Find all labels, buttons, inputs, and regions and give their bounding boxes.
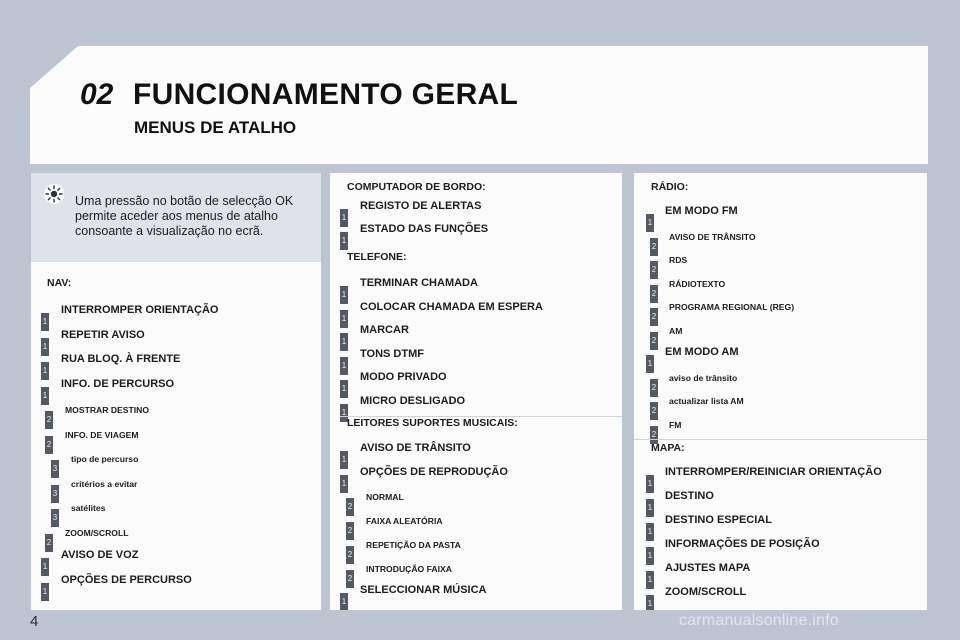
level-badge: 2 [650, 285, 658, 303]
level-badge: 2 [650, 238, 658, 256]
level-badge: 2 [650, 426, 658, 444]
menu-item: FAIXA ALEATÓRIA [366, 516, 443, 527]
menu-item: SELECCIONAR MÚSICA [360, 584, 487, 597]
level-badge: 1 [646, 475, 654, 493]
menu-item: RUA BLOQ. À FRENTE [61, 353, 181, 365]
level-badge: 1 [340, 380, 348, 398]
menu-item: ESTADO DAS FUNÇÕES [360, 223, 489, 235]
level-badge: 1 [646, 523, 654, 541]
level-badge: 2 [346, 498, 354, 516]
level-badge: 3 [51, 485, 59, 503]
menu-item: NORMAL [366, 492, 404, 503]
menu-item: MICRO DESLIGADO [360, 394, 466, 407]
tip-text: Uma pressão no botão de selecção OK permite aceder aos menus de atalho consoante a visualização no ecrã. [75, 194, 294, 238]
level-badge: 2 [650, 332, 658, 350]
menu-item: AVISO DE TRÂNSITO [669, 231, 756, 242]
menu-item: INFO. DE PERCURSO [61, 377, 175, 390]
level-badge: 1 [646, 499, 654, 517]
mapa-heading: MAPA: [651, 442, 685, 454]
level-badge: 1 [646, 214, 654, 232]
chapter-number: 02 [80, 78, 114, 111]
level-badge: 1 [340, 593, 348, 610]
menu-item: AVISO DE TRÂNSITO [360, 442, 471, 454]
menu-item: actualizar lista AM [669, 396, 744, 406]
menu-item: MARCAR [360, 324, 409, 336]
divider [634, 439, 927, 440]
menu-item: DESTINO ESPECIAL [665, 514, 772, 526]
menu-item: RÁDIOTEXTO [669, 278, 726, 289]
menu-item: INTERROMPER/REINICIAR ORIENTAÇÃO [665, 466, 882, 478]
menu-item: TERMINAR CHAMADA [360, 277, 478, 289]
page-subtitle: MENUS DE ATALHO [134, 118, 297, 137]
menu-item: EM MODO FM [665, 205, 738, 217]
sun-icon [43, 183, 65, 205]
level-badge: 1 [340, 333, 348, 351]
menu-item: EM MODO AM [665, 346, 739, 358]
menu-item: ZOOM/SCROLL [65, 527, 129, 538]
menu-item: MODO PRIVADO [360, 371, 447, 383]
menu-item: REPETIR AVISO [61, 328, 145, 341]
computador-heading: COMPUTADOR DE BORDO: [347, 181, 486, 193]
level-badge: 1 [646, 547, 654, 565]
level-badge: 1 [41, 338, 49, 356]
menu-item: INTERROMPER ORIENTAÇÃO [61, 304, 219, 316]
level-badge: 1 [41, 583, 49, 601]
level-badge: 1 [340, 232, 348, 250]
menu-item: FM [669, 419, 682, 430]
level-badge: 1 [646, 595, 654, 610]
level-badge: 2 [650, 261, 658, 279]
level-badge: 2 [45, 411, 53, 429]
level-badge: 1 [41, 313, 49, 331]
menu-item: PROGRAMA REGIONAL (REG) [669, 302, 795, 312]
level-badge: 2 [346, 570, 354, 588]
level-badge: 1 [41, 362, 49, 380]
menu-item: ZOOM/SCROLL [665, 586, 747, 598]
level-badge: 2 [45, 436, 53, 454]
menu-item: critérios a evitar [71, 478, 138, 489]
middle-panel [330, 173, 622, 610]
level-badge: 1 [646, 355, 654, 373]
left-panel [31, 173, 321, 610]
level-badge: 1 [340, 286, 348, 304]
menu-item: satélites [71, 503, 106, 513]
level-badge: 2 [650, 308, 658, 326]
page-title: FUNCIONAMENTO GERAL [133, 78, 519, 111]
level-badge: 1 [41, 387, 49, 405]
level-badge: 2 [650, 379, 658, 397]
menu-item: REGISTO DE ALERTAS [360, 200, 482, 212]
menu-item: MOSTRAR DESTINO [65, 405, 150, 415]
page-number: 4 [30, 613, 39, 630]
leitores-heading: LEITORES SUPORTES MUSICAIS: [347, 417, 518, 429]
menu-item: REPETIÇÃO DA PASTA [366, 539, 461, 550]
radio-heading: RÁDIO: [651, 181, 689, 193]
nav-heading: NAV: [47, 277, 72, 289]
level-badge: 1 [340, 404, 348, 422]
menu-item: AJUSTES MAPA [665, 562, 751, 574]
level-badge: 1 [340, 357, 348, 375]
level-badge: 1 [340, 475, 348, 493]
level-badge: 3 [51, 460, 59, 478]
telefone-heading: TELEFONE: [347, 251, 407, 263]
level-badge: 2 [346, 546, 354, 564]
menu-item: AVISO DE VOZ [61, 549, 139, 561]
level-badge: 1 [646, 571, 654, 589]
menu-item: INTRODUÇÃO FAIXA [366, 563, 452, 574]
menu-item: OPÇÕES DE REPRODUÇÃO [360, 465, 508, 478]
menu-item: COLOCAR CHAMADA EM ESPERA [360, 300, 543, 313]
level-badge: 2 [650, 402, 658, 420]
tip-box [31, 173, 321, 262]
menu-item: TONS DTMF [360, 347, 424, 360]
right-panel [634, 173, 927, 610]
level-badge: 2 [346, 522, 354, 540]
menu-item: tipo de percurso [71, 454, 139, 464]
level-badge: 1 [340, 209, 348, 227]
level-badge: 1 [41, 558, 49, 576]
menu-item: INFORMAÇÕES DE POSIÇÃO [665, 538, 820, 550]
menu-item: aviso de trânsito [669, 372, 738, 383]
menu-item: DESTINO [665, 490, 714, 502]
menu-item: AM [669, 325, 683, 336]
watermark: carmanualsonline.info [679, 612, 839, 629]
menu-item: INFO. DE VIAGEM [65, 429, 139, 440]
menu-item: RDS [669, 255, 688, 265]
level-badge: 2 [45, 534, 53, 552]
level-badge: 1 [340, 310, 348, 328]
level-badge: 1 [340, 451, 348, 469]
menu-item: OPÇÕES DE PERCURSO [61, 573, 192, 586]
level-badge: 3 [51, 509, 59, 527]
